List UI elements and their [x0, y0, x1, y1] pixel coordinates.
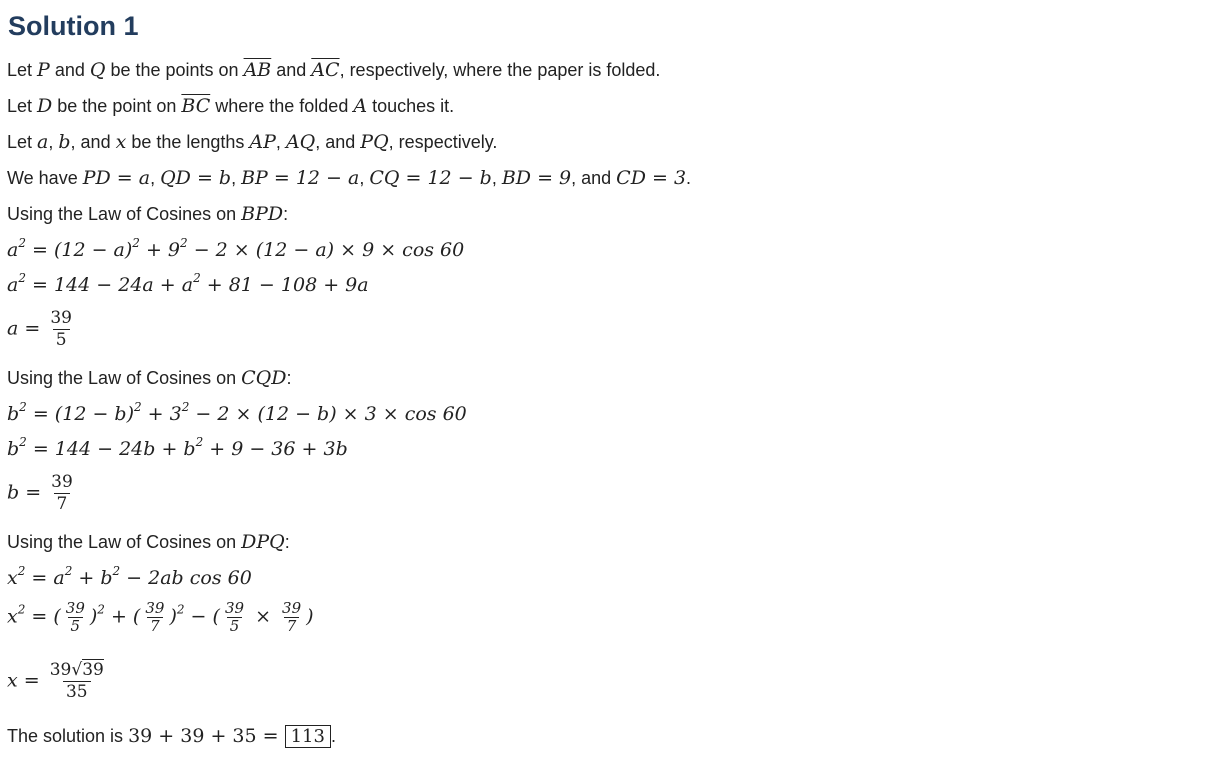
text-line-final-answer: The solution is 39 + 39 + 35 = 113 . — [7, 725, 336, 747]
text-line-cosines-dpq: Using the Law of Cosines on DPQ: — [7, 531, 290, 553]
text-line-points-p-q: Let P and Q be the points on $\overline{AB}$ and $\overline{AC}$, respectively, where the paper is folded. — [7, 59, 661, 81]
equation-a-value: a = $\frac{39}{5}$ — [7, 308, 77, 351]
fraction: $\frac{39}{7}$ — [145, 599, 165, 635]
equation-b-value: b = $\frac{39}{7}$ — [7, 472, 78, 515]
fraction: $\frac{39√39}{35}$ — [49, 660, 104, 702]
equation-a-squared-1: $a^2 = (12 - a)^2 + 9^2 - 2 \times (12 - a) \times 9 \times \cos 60$ — [7, 236, 465, 261]
equation-a-squared-2: $a^2 = 144 - 24a + a^2 + 81 - 108 + 9a$ — [7, 271, 369, 296]
equation-b-squared-1: $b^2 = (12 - b)^2 + 3^2 - 2 \times (12 - b) \times 3 \times \cos 60$ — [7, 400, 467, 425]
fraction: $\frac{39}{5}$ — [224, 599, 245, 635]
segment-BC: $\overline{BC}$ — [181, 95, 211, 117]
text-line-point-d: Let D be the point on $\overline{BC}$ where the folded A touches it. — [7, 95, 455, 117]
equation-b-squared-2: $b^2 = 144 - 24b + b^2 + 9 - 36 + 3b$ — [7, 435, 348, 460]
equation-x-squared-1: $x^2 = a^2 + b^2 - 2ab$ cos 60 — [7, 564, 252, 589]
answer-box: 113 — [285, 725, 331, 748]
fraction: $\frac{39}{5}$ — [50, 308, 72, 350]
fraction: $\frac{39}{5}$ — [65, 599, 85, 635]
math-A: A — [353, 95, 368, 117]
math-D: D — [37, 95, 53, 117]
math-P: P — [37, 59, 50, 81]
math-Q: Q — [89, 59, 106, 81]
text-line-we-have: We have PD = a, QD = b, BP = 12 − a, CQ = 12 − b, BD = 9, and CD = 3. — [7, 167, 692, 189]
segment-AC: $\overline{AC}$ — [311, 59, 340, 81]
fraction: $\frac{39}{7}$ — [51, 472, 73, 514]
equation-x-value: x = $\frac{39√39}{35}$ — [7, 660, 109, 703]
segment-AB: $\overline{AB}$ — [243, 59, 272, 81]
fraction: $\frac{39}{7}$ — [282, 599, 302, 635]
text-line-cosines-cqd: Using the Law of Cosines on CQD: — [7, 367, 292, 389]
solution-heading: Solution 1 — [8, 11, 139, 41]
text-line-cosines-bpd: Using the Law of Cosines on BPD: — [7, 203, 289, 225]
text-line-lengths: Let a, b, and x be the lengths AP, AQ, and PQ, respectively. — [7, 131, 498, 153]
equation-x-squared-2: $x^2$ = ( $\frac{39}{5}$ )$^2$ + ( $\frac{39}{7}$ )$^2$ − ( $\frac{39}{5}$ × $\frac{39}{7}$ ) — [7, 599, 314, 635]
